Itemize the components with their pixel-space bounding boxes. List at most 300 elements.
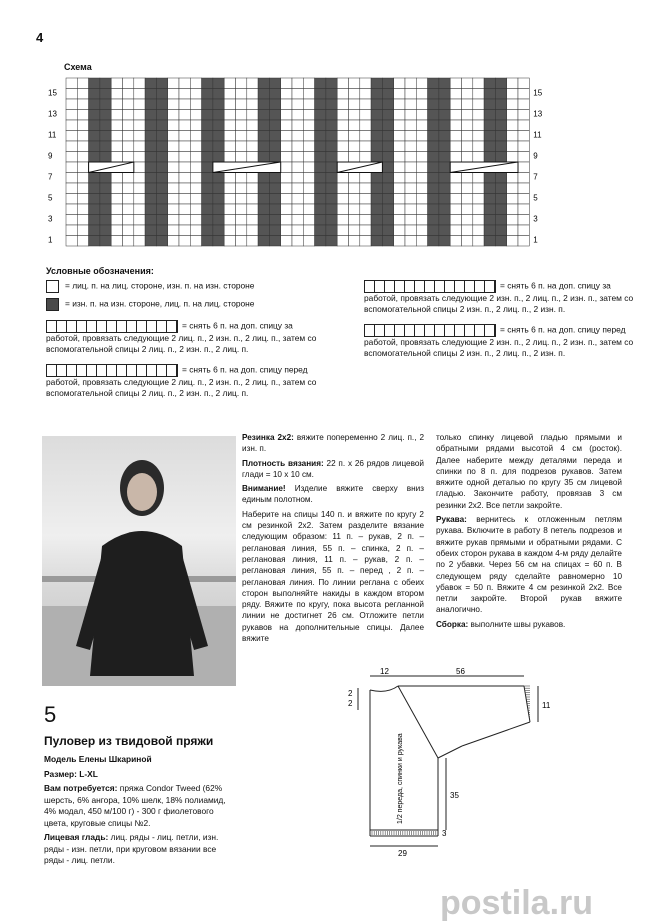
chart-cell [190,152,201,163]
chart-cell [213,183,224,194]
chart-cell [495,225,506,236]
dim-12: 12 [380,667,389,676]
chart-cell [156,215,167,226]
middle-column: Резинка 2х2: вяжите попеременно 2 лиц. п., 2 изн. п. Плотность вязания: 22 п. х 26 рядов лицевой глади = 10 х 10 см. Внимание! Изделие вяжите сверху вниз единым полотном. Наберите на спицы 140 п. и вяжите по кругу 2 см резинкой 2х2. Затем разделите вязание следующим образом: 11 п. – рукав, 2 п. – реглановая линия, 55 п. – спинка, 2 п. – реглановая линия, 11 п. – рукав, 2 п. – реглановая линия, 55 п. – перед , 2 п. – реглановая линия. По линии реглана с обеих сторон выполняйте накиды в каждом втором ряду. Вяжите по кругу, пока высота регланной линии не достигнет 26 см. Отложите петли рукавов на дополнительные спицы. Далее вяжите [242,433,425,644]
chart-cell [428,194,439,205]
chart-cell [315,89,326,100]
chart-cell [258,183,269,194]
chart-cell [405,89,416,100]
chart-cell [292,236,303,247]
dim-56: 56 [456,667,465,676]
dim-2b: 2 [348,699,353,708]
chart-cell [394,162,405,173]
chart-cell [394,236,405,247]
chart-cell [315,225,326,236]
chart-cell [168,236,179,247]
chart-cell [258,141,269,152]
article-number: 5 [44,702,57,727]
chart-cell [111,173,122,184]
legend-cable-front: = снять 6 п. на доп. спицу перед работой, провязать следующие 2 лиц. п., 2 изн. п., 2 лиц. п., затем со вспомогательной спицы 2 лиц. п., 2 изн. п., 2 лиц. п. [46,364,317,398]
chart-cell [190,78,201,89]
chart-cell [326,236,337,247]
chart-cell [326,120,337,131]
chart-cell [77,141,88,152]
chart-cell [292,194,303,205]
chart-cell [495,141,506,152]
chart-cell [145,236,156,247]
chart-cell [269,225,280,236]
chart-cell [224,141,235,152]
chart-cell [315,110,326,121]
chart-cell [439,194,450,205]
chart-cell [179,152,190,163]
chart-cell [326,141,337,152]
chart-cell [281,236,292,247]
chart-cell [179,215,190,226]
chart-cell [89,99,100,110]
chart-cell [371,194,382,205]
chart-cell [382,99,393,110]
chart-cell [168,120,179,131]
chart-cell [326,204,337,215]
chart-cell [258,236,269,247]
chart-cell [213,194,224,205]
chart-cell [134,89,145,100]
chart-cell [382,236,393,247]
chart-cell [382,78,393,89]
chart-cell [202,99,213,110]
chart-cell [111,89,122,100]
chart-cell [168,89,179,100]
chart-cell [89,183,100,194]
chart-cell [202,173,213,184]
chart-cell [337,141,348,152]
chart-cell [224,183,235,194]
chart-cell [281,194,292,205]
chart-cell [473,236,484,247]
chart-cell [303,225,314,236]
chart-cell [156,162,167,173]
chart-cell [462,110,473,121]
chart-cell [518,110,529,121]
chart-cell [360,78,371,89]
chart-cell [507,215,518,226]
chart-cell [405,78,416,89]
chart-cell [77,131,88,142]
chart-cell [462,78,473,89]
chart-cell [190,204,201,215]
chart-cell [89,131,100,142]
chart-cell [123,110,134,121]
chart-cell [190,215,201,226]
chart-cell [484,173,495,184]
chart-cell [360,131,371,142]
chart-cell [360,225,371,236]
chart-cell [439,204,450,215]
chart-cell [66,204,77,215]
chart-cell [462,141,473,152]
chart-cell [450,78,461,89]
model-photo [42,436,236,686]
chart-cell [224,194,235,205]
chart-cell [518,183,529,194]
chart-cell [428,78,439,89]
chart-cell [77,152,88,163]
chart-cell [416,141,427,152]
chart-cell [394,173,405,184]
chart-cell [360,173,371,184]
chart-cell [123,99,134,110]
chart-cell [202,194,213,205]
row-label: 13 [48,109,57,119]
chart-cell [405,131,416,142]
chart-cell [428,110,439,121]
chart-cell [190,225,201,236]
chart-cell [507,173,518,184]
chart-cell [507,89,518,100]
chart-cell [190,236,201,247]
chart-cell [337,152,348,163]
chart-cell [89,204,100,215]
chart-cell [518,89,529,100]
chart-cell [100,110,111,121]
chart-cell [326,215,337,226]
chart-cell [382,152,393,163]
chart-cell [89,89,100,100]
chart-cell [269,183,280,194]
chart-cell [190,141,201,152]
chart-cell [123,78,134,89]
row-label: 9 [533,151,538,161]
chart-cell [269,141,280,152]
chart-cell [258,120,269,131]
chart-cell [224,78,235,89]
chart-cell [66,183,77,194]
chart-cell [168,194,179,205]
chart-cell [303,152,314,163]
chart-cell [428,162,439,173]
chart-cell [405,236,416,247]
chart-cell [507,236,518,247]
chart-cell [484,110,495,121]
chart-cell [518,120,529,131]
chart-cell [179,110,190,121]
chart-cell [236,215,247,226]
row-label: 7 [48,172,53,182]
chart-cell [247,236,258,247]
chart-cell [224,204,235,215]
chart-cell [428,183,439,194]
chart-cell [462,225,473,236]
chart-cell [337,236,348,247]
chart-cell [405,120,416,131]
row-label: 11 [533,130,542,140]
chart-cell [507,131,518,142]
chart-cell [145,194,156,205]
chart-cell [145,78,156,89]
chart-cell [416,110,427,121]
chart-cell [450,215,461,226]
chart-cell [360,141,371,152]
chart-cell [156,194,167,205]
article-title: Пуловер из твидовой пряжи [44,734,214,748]
chart-cell [213,89,224,100]
chart-cell [303,194,314,205]
chart-cell [349,78,360,89]
chart-cell [394,120,405,131]
chart-cell [281,89,292,100]
chart-cell [382,110,393,121]
chart-cell [168,225,179,236]
chart-cell [145,89,156,100]
chart-cell [303,215,314,226]
chart-cell [405,110,416,121]
chart-cell [394,152,405,163]
chart-cell [292,110,303,121]
chart-cell [349,194,360,205]
chart-cell [518,194,529,205]
chart-cell [123,225,134,236]
chart-cell [213,204,224,215]
chart-cell [439,110,450,121]
chart-cell [450,131,461,142]
chart-cell [156,89,167,100]
chart-cell [281,141,292,152]
chart-cell [428,204,439,215]
chart-cell [450,183,461,194]
chart-cell [462,89,473,100]
chart-cell [247,204,258,215]
chart-cell [337,225,348,236]
dim-29: 29 [398,849,407,858]
chart-cell [495,89,506,100]
chart-cell [315,204,326,215]
chart-cell [100,215,111,226]
chart-cell [450,204,461,215]
chart-cell [349,204,360,215]
chart-cell [202,204,213,215]
chart-cell [190,89,201,100]
chart-cell [123,152,134,163]
chart-cell [315,173,326,184]
chart-cell [473,225,484,236]
chart-cell [179,78,190,89]
chart-cell [134,173,145,184]
chart-cell [292,141,303,152]
dim-35: 35 [450,791,459,800]
chart-cell [213,120,224,131]
chart-cell [281,152,292,163]
legend-purl: = изн. п. на изн. стороне, лиц. п. на лиц. стороне [46,298,254,311]
chart-cell [168,183,179,194]
chart-cell [179,225,190,236]
chart-cell [315,162,326,173]
row-label: 1 [48,235,53,245]
chart-cell [258,152,269,163]
chart-cell [247,225,258,236]
row-label: 13 [533,109,543,119]
chart-cell [123,89,134,100]
chart-cell [371,225,382,236]
chart-cell [77,120,88,131]
chart-cell [100,131,111,142]
chart-cell [269,78,280,89]
chart-cell [394,131,405,142]
chart-cell [462,99,473,110]
chart-cell [326,194,337,205]
chart-cell [111,152,122,163]
chart-cell [473,152,484,163]
chart-cell [156,120,167,131]
chart-cell [382,215,393,226]
schematic-side-label: 1/2 переда, спинки и рукава [397,733,404,824]
chart-cell [495,183,506,194]
chart-cell [123,215,134,226]
chart-cell [236,173,247,184]
chart-cell [179,141,190,152]
chart-cell [349,215,360,226]
chart-cell [484,89,495,100]
chart-cell [507,225,518,236]
chart-cell [213,99,224,110]
chart-cell [484,194,495,205]
dim-3: 3 [442,829,447,838]
chart-cell [507,194,518,205]
chart-cell [337,204,348,215]
chart-cell [416,236,427,247]
chart-cell [382,194,393,205]
chart-cell [473,194,484,205]
chart-cell [123,194,134,205]
chart-cell [349,225,360,236]
chart-cell [134,225,145,236]
chart-cell [416,215,427,226]
chart-cell [371,120,382,131]
chart-cell [190,173,201,184]
chart-cell [292,162,303,173]
chart-cell [281,225,292,236]
chart-cell [66,78,77,89]
chart-cell [303,141,314,152]
chart-cell [484,225,495,236]
chart-cell [315,183,326,194]
chart-cell [66,89,77,100]
chart-cell [77,236,88,247]
chart-cell [100,194,111,205]
chart-cell [518,236,529,247]
chart-cell [484,141,495,152]
chart-cell [100,120,111,131]
chart-cell [337,120,348,131]
chart-cell [303,120,314,131]
chart-cell [303,110,314,121]
chart-cell [450,110,461,121]
chart-cell [416,194,427,205]
chart-cell [134,236,145,247]
chart-cell [394,141,405,152]
chart-cell [202,225,213,236]
chart-cell [202,162,213,173]
chart-cell [156,78,167,89]
chart-cell [394,89,405,100]
chart-cell [258,173,269,184]
chart-cell [281,110,292,121]
chart-cell [303,236,314,247]
chart-cell [100,141,111,152]
chart-cell [349,89,360,100]
chart-cell [371,236,382,247]
chart-cell [145,99,156,110]
chart-cell [349,141,360,152]
chart-cell [190,162,201,173]
chart-cell [236,110,247,121]
chart-cell [269,194,280,205]
chart-cell [190,194,201,205]
chart-cell [236,78,247,89]
legend-title: Условные обозначения: [46,266,154,276]
chart-cell [111,110,122,121]
chart-cell [416,162,427,173]
chart-cell [145,204,156,215]
chart-cell [416,204,427,215]
chart-cell [484,99,495,110]
legend-cable-front-purl: = снять 6 п. на доп. спицу перед работой, провязать следующие 2 изн. п., 2 лиц. п., 2 изн. п., затем со вспомогательной спицы 2 изн. п., 2 лиц. п., 2 изн. п. [364,324,634,358]
chart-cell [123,183,134,194]
chart-cell [168,99,179,110]
woman-photo-icon [42,436,236,686]
row-label: 1 [533,235,538,245]
chart-cell [145,120,156,131]
chart-cell [349,183,360,194]
chart-cell [473,78,484,89]
chart-cell [394,204,405,215]
chart-cell [145,162,156,173]
chart-cell [134,204,145,215]
chart-cell [156,236,167,247]
chart-cell [145,225,156,236]
chart-cell [123,204,134,215]
chart-cell [258,99,269,110]
chart-cell [247,183,258,194]
chart-cell [303,183,314,194]
chart-cell [303,173,314,184]
chart-cell [495,236,506,247]
chart-cell [89,152,100,163]
chart-cell [89,194,100,205]
chart-cell [77,162,88,173]
chart-cell [66,173,77,184]
chart-cell [134,120,145,131]
chart-cell [89,110,100,121]
chart-cell [371,99,382,110]
chart-cell [303,78,314,89]
chart-cell [89,173,100,184]
chart-cell [134,162,145,173]
chart-cell [66,99,77,110]
chart-cell [179,120,190,131]
chart-cell [337,131,348,142]
row-label: 15 [48,88,57,98]
chart-cell [77,183,88,194]
chart-cell [156,204,167,215]
chart-cell [462,215,473,226]
chart-cell [337,110,348,121]
chart-cell [394,194,405,205]
chart-cell [484,183,495,194]
chart-cell [100,236,111,247]
chart-cell [360,152,371,163]
chart-cell [236,236,247,247]
